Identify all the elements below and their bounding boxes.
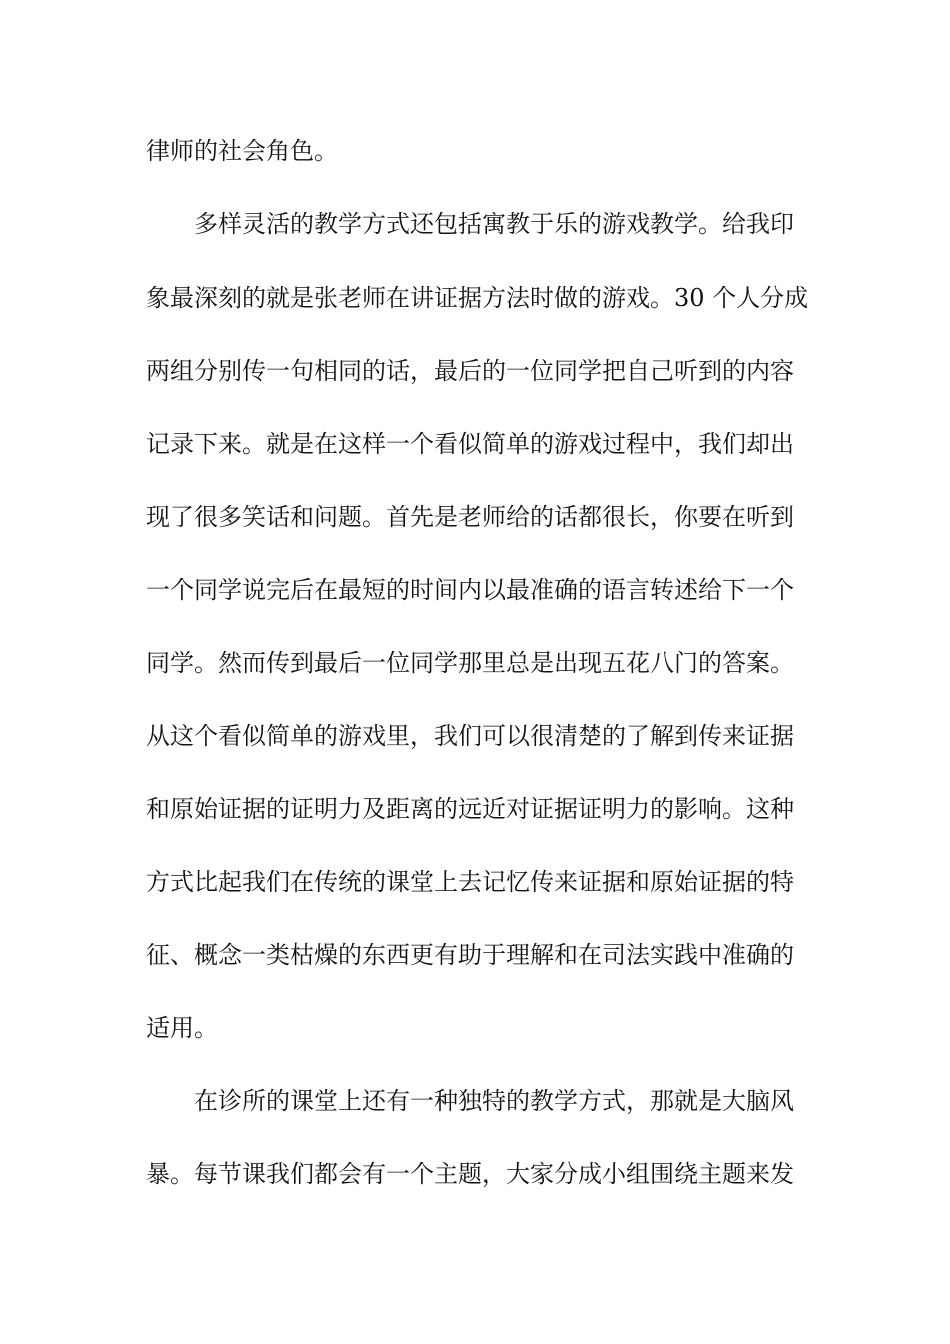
text-line: 暴。每节课我们都会有一个主题，大家分成小组围绕主题来发 <box>146 1160 794 1188</box>
paragraph-first-line: 在诊所的课堂上还有一种独特的教学方式，那就是大脑风 <box>194 1087 794 1115</box>
text-line: 象最深刻的就是张老师在讲证据方法时做的游戏。30 个人分成 <box>146 284 809 312</box>
text-line: 律师的社会角色。 <box>146 137 338 165</box>
text-line: 和原始证据的证明力及距离的远近对证据证明力的影响。这种 <box>146 795 794 823</box>
text-line: 两组分别传一句相同的话，最后的一位同学把自己听到的内容 <box>146 357 794 385</box>
text-line: 现了很多笑话和问题。首先是老师给的话都很长，你要在听到 <box>146 503 794 531</box>
text-line: 同学。然而传到最后一位同学那里总是出现五花八门的答案。 <box>146 649 794 677</box>
text-line: 一个同学说完后在最短的时间内以最准确的语言转述给下一个 <box>146 576 794 604</box>
text-line: 方式比起我们在传统的课堂上去记忆传来证据和原始证据的特 <box>146 868 794 896</box>
paragraph-first-line: 多样灵活的教学方式还包括寓教于乐的游戏教学。给我印 <box>194 210 794 238</box>
text-line: 适用。 <box>146 1014 218 1042</box>
text-line: 从这个看似简单的游戏里，我们可以很清楚的了解到传来证据 <box>146 722 794 750</box>
text-line: 征、概念一类枯燥的东西更有助于理解和在司法实践中准确的 <box>146 941 794 969</box>
text-line: 记录下来。就是在这样一个看似简单的游戏过程中，我们却出 <box>146 430 794 458</box>
